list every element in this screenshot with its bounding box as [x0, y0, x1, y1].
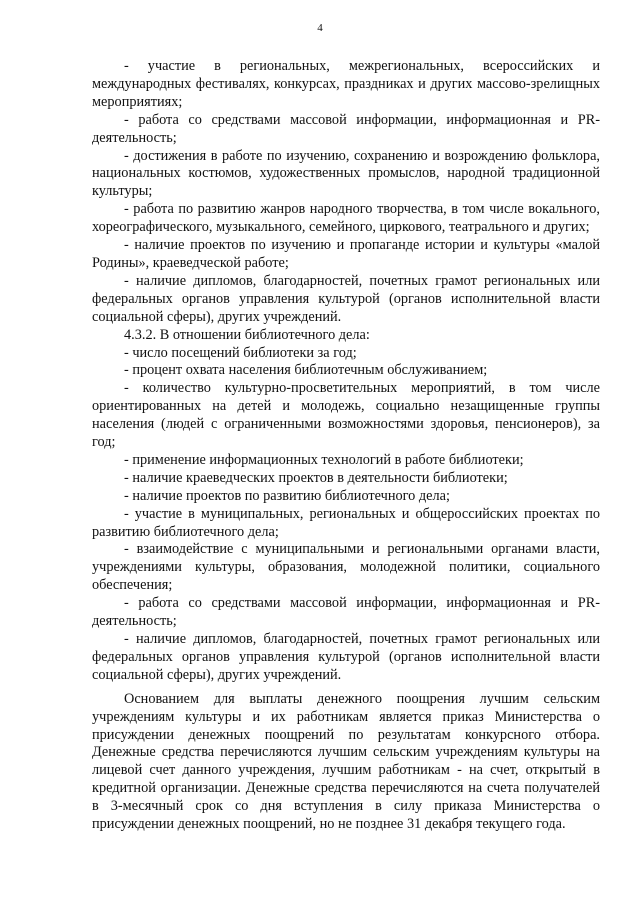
paragraph-library-development-projects: - наличие проектов по развитию библиотечного дела;	[124, 487, 450, 504]
paragraph-it-usage: - применение информационных технологий в работе библиотеки;	[124, 451, 524, 468]
paragraph-library-visits: - число посещений библиотеки за год;	[124, 344, 357, 361]
paragraph-festivals-participation: - участие в региональных, межрегиональных, всероссийских и международных фестивалях, конкурсах, праздниках и других массово-зрелищных мероприятиях;	[92, 58, 600, 110]
document-body	[92, 58, 600, 834]
paragraph-payment-basis: Основанием для выплаты денежного поощрения лучшим сельским учреждениям культуры и их работникам является приказ Министерства о присуждении денежных поощрений по результатам конкурсного отбора. Денежные средства перечисляются лучшим сельским учреждениям культуры на лицевой счет данного учреждения, лучшим работникам - на счет, открытый в кредитной организации. Денежные средства перечисляются на счета получателей в 3-месячный срок со дня вступления в силу приказа Министерства о присуждении денежных поощрений, но не позднее 31 декабря текущего года.	[92, 690, 600, 833]
page-number: 4	[317, 22, 323, 34]
paragraph-folklore-achievements: - достижения в работе по изучению, сохранению и возрождению фольклора, национальных костюмов, художественных промыслов, народной традиционной культуры;	[92, 147, 600, 200]
paragraph-cultural-events: - количество культурно-просветительных мероприятий, в том числе ориентированных на детей и молодежь, социально незащищенные группы населения (людей с ограниченными возможностями здоровья, пенсионеров), за год;	[92, 380, 600, 451]
paragraph-diplomas: - наличие дипломов, благодарностей, почетных грамот региональных или федеральных органов управления культурой (органов исполнительной власти социальной сферы), других учреждений.	[92, 272, 600, 325]
section-heading-library: 4.3.2. В отношении библиотечного дела:	[124, 326, 370, 343]
paragraph-local-lore-projects: - наличие краеведческих проектов в деятельности библиотеки;	[124, 469, 508, 486]
paragraph-library-media-work: - работа со средствами массовой информации, информационная и PR-деятельность;	[92, 595, 600, 630]
paragraph-library-diplomas: - наличие дипломов, благодарностей, почетных грамот региональных или федеральных органов управления культурой (органов исполнительной власти социальной сферы), других учреждений.	[92, 631, 600, 683]
paragraph-cooperation: - взаимодействие с муниципальными и региональными органами власти, учреждениями культуры, образования, молодежной политики, социального обеспечения;	[92, 541, 600, 594]
paragraph-folk-genres: - работа по развитию жанров народного творчества, в том числе вокального, хореографического, музыкального, семейного, циркового, театрального и других;	[92, 201, 600, 236]
paragraph-local-history-projects: - наличие проектов по изучению и пропаганде истории и культуры «малой Родины», краеведческой работе;	[92, 237, 600, 271]
paragraph-media-work: - работа со средствами массовой информации, информационная и PR-деятельность;	[92, 111, 600, 146]
paragraph-coverage-percent: - процент охвата населения библиотечным обслуживанием;	[124, 362, 488, 379]
paragraph-project-participation: - участие в муниципальных, региональных и общероссийских проектах по развитию библиотечного дела;	[92, 505, 600, 540]
